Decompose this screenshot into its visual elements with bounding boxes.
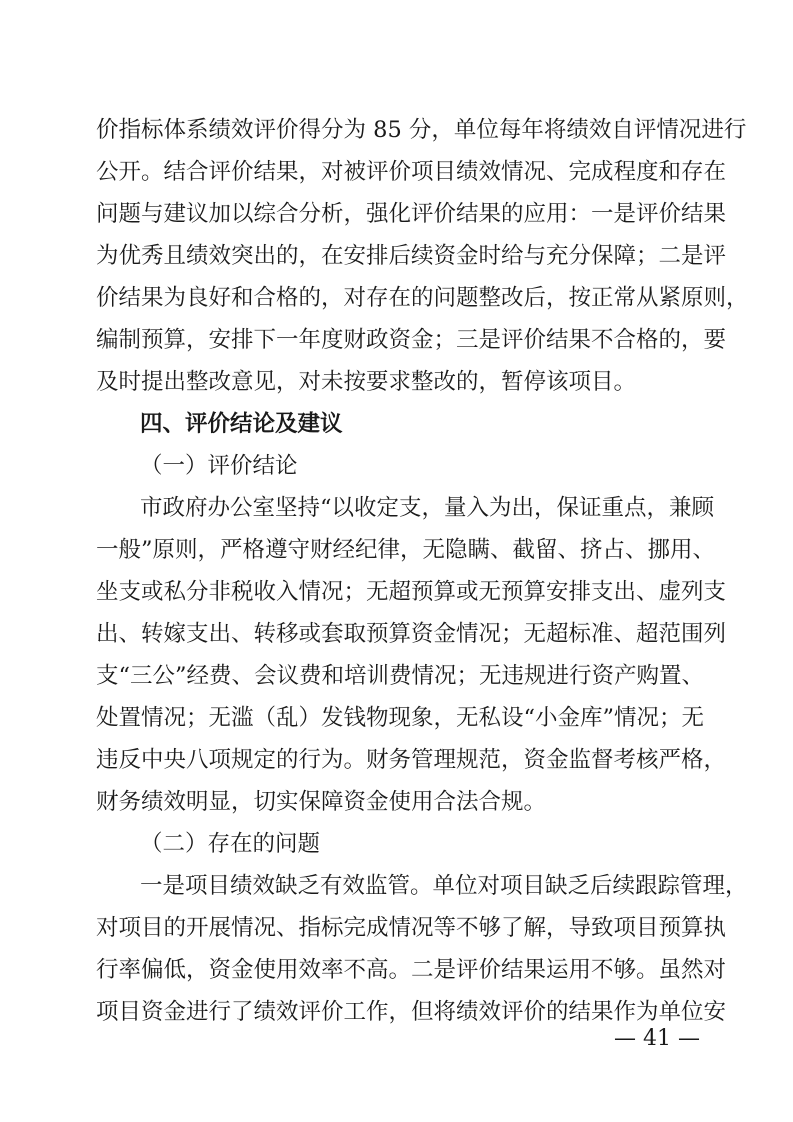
subheading-problems: （二）存在的问题 (140, 831, 321, 857)
body-text-line: 支“三公”经费、会议费和培训费情况；无违规进行资产购置、 (96, 663, 705, 689)
body-text-line: 行率偏低，资金使用效率不高。二是评价结果运用不够。虽然对 (96, 957, 727, 983)
body-text-line: 为优秀且绩效突出的，在安排后续资金时给与充分保障；二是评 (96, 243, 727, 269)
body-text-line: 对项目的开展情况、指标完成情况等不够了解，导致项目预算执 (96, 915, 727, 941)
section-heading: 四、评价结论及建议 (140, 411, 343, 437)
body-text-line: 问题与建议加以综合分析，强化评价结果的应用：一是评价结果 (96, 201, 727, 227)
body-text-line: 编制预算，安排下一年度财政资金；三是评价结果不合格的，要 (96, 327, 727, 353)
body-text-line: 及时提出整改意见，对未按要求整改的，暂停该项目。 (96, 369, 637, 395)
body-text-line: 出、转嫁支出、转移或套取预算资金情况；无超标准、超范围列 (96, 621, 727, 647)
body-text-line: 价结果为良好和合格的，对存在的问题整改后，按正常从紧原则， (96, 285, 749, 311)
body-text-line: 价指标体系绩效评价得分为 85 分，单位每年将绩效自评情况进行 (96, 117, 747, 143)
body-text-line: 一是项目绩效缺乏有效监管。单位对项目缺乏后续跟踪管理， (140, 873, 748, 899)
subheading-conclusion: （一）评价结论 (140, 453, 298, 479)
body-text-line: 项目资金进行了绩效评价工作，但将绩效评价的结果作为单位安 (96, 999, 727, 1025)
body-text-line: 市政府办公室坚持“以收定支，量入为出，保证重点，兼顾 (140, 495, 715, 521)
body-text-line: 财务绩效明显，切实保障资金使用合法合规。 (96, 789, 547, 815)
body-text-line: 一般”原则，严格遵守财经纪律，无隐瞒、截留、挤占、挪用、 (96, 537, 716, 563)
body-text-line: 处置情况；无滥（乱）发钱物现象，无私设“小金库”情况；无 (96, 705, 705, 731)
page-number: — 41 — (614, 1026, 700, 1051)
body-text-line: 违反中央八项规定的行为。财务管理规范，资金监督考核严格， (96, 747, 727, 773)
body-text-line: 公开。结合评价结果，对被评价项目绩效情况、完成程度和存在 (96, 159, 727, 185)
body-text-line: 坐支或私分非税收入情况；无超预算或无预算安排支出、虚列支 (96, 579, 727, 605)
